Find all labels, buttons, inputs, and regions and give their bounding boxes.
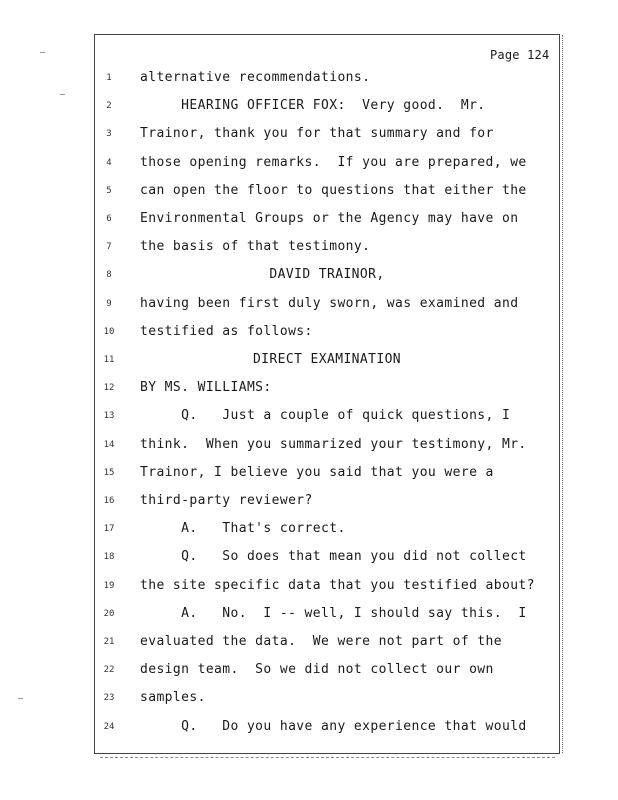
- line-text: the basis of that testimony.: [140, 239, 371, 255]
- line-number: 1: [106, 73, 112, 83]
- line-text: DAVID TRAINOR,: [269, 267, 385, 283]
- line-text: third-party reviewer?: [140, 493, 313, 508]
- line-text: the site specific data that you testified about?: [140, 577, 535, 593]
- transcript-line: [0, 98, 618, 118]
- transcript-line: [0, 324, 618, 344]
- line-number: 24: [103, 721, 115, 732]
- line-text: A. That's correct.: [140, 521, 346, 537]
- line-text: think. When you summarized your testimony, Mr.: [140, 436, 527, 452]
- line-number: 16: [103, 496, 115, 506]
- transcript-line: [0, 662, 618, 682]
- line-number: 14: [103, 439, 115, 450]
- margin-mark: [60, 94, 65, 95]
- transcript-line: [0, 352, 618, 372]
- transcript-line: [0, 408, 618, 428]
- line-number: 10: [103, 326, 115, 337]
- line-number: 15: [103, 467, 115, 478]
- line-number: 21: [103, 637, 115, 647]
- line-number: 11: [103, 355, 115, 365]
- line-number: 2: [106, 101, 112, 112]
- line-text: design team. So we did not collect our own: [140, 662, 494, 678]
- line-number: 3: [106, 129, 112, 140]
- transcript-line: [0, 380, 618, 400]
- line-text: alternative recommendations.: [140, 70, 371, 85]
- transcript-line: [0, 239, 618, 259]
- transcript-line: [0, 267, 618, 287]
- line-text: Environmental Groups or the Agency may have on: [140, 211, 519, 226]
- line-text: HEARING OFFICER FOX: Very good. Mr.: [140, 98, 486, 114]
- transcript-line: [0, 549, 618, 569]
- page-number: Page 124: [490, 48, 550, 62]
- transcript-line: [0, 690, 618, 710]
- line-text: Q. Just a couple of quick questions, I: [140, 408, 511, 424]
- margin-mark: [18, 698, 23, 699]
- transcript-line: [0, 465, 618, 485]
- line-number: 18: [103, 552, 115, 563]
- line-number: 6: [106, 214, 112, 224]
- line-number: 20: [103, 608, 115, 619]
- transcript-line: [0, 211, 618, 231]
- transcript-line: [0, 155, 618, 175]
- line-text: A. No. I -- well, I should say this. I: [140, 605, 527, 621]
- line-number: 23: [103, 693, 115, 704]
- transcript-line: [0, 719, 618, 739]
- transcript-line: [0, 493, 618, 513]
- line-text: samples.: [140, 690, 206, 706]
- line-number: 8: [106, 270, 112, 281]
- margin-mark: [40, 52, 45, 53]
- transcript-line: [0, 70, 618, 90]
- transcript-line: [0, 437, 618, 457]
- line-number: 7: [106, 242, 112, 253]
- transcript-line: [0, 296, 618, 316]
- transcript-line: [0, 634, 618, 654]
- line-text: Q. Do you have any experience that would: [140, 718, 527, 734]
- line-text: DIRECT EXAMINATION: [252, 352, 402, 367]
- line-text: can open the floor to questions that either the: [140, 182, 527, 198]
- line-number: 12: [103, 383, 115, 394]
- line-number: 17: [103, 524, 115, 535]
- page-bottom-edge: [100, 757, 555, 758]
- line-text: Trainor, thank you for that summary and for: [140, 126, 494, 142]
- line-text: Trainor, I believe you said that you were a: [140, 464, 494, 480]
- transcript-line: [0, 578, 618, 598]
- line-text: having been first duly sworn, was examined and: [140, 295, 519, 311]
- line-number: 22: [103, 665, 115, 676]
- transcript-line: [0, 126, 618, 146]
- transcript-line: [0, 606, 618, 626]
- line-number: 5: [106, 185, 112, 196]
- transcript-line: [0, 521, 618, 541]
- line-text: those opening remarks. If you are prepared, we: [140, 154, 527, 170]
- line-text: evaluated the data. We were not part of the: [140, 634, 502, 649]
- line-number: 13: [103, 411, 115, 422]
- line-number: 4: [106, 157, 112, 168]
- line-text: Q. So does that mean you did not collect: [140, 549, 527, 565]
- line-number: 9: [106, 298, 112, 309]
- line-number: 19: [103, 580, 115, 591]
- line-text: BY MS. WILLIAMS:: [140, 380, 272, 396]
- line-text: testified as follows:: [140, 323, 313, 339]
- transcript-line: [0, 183, 618, 203]
